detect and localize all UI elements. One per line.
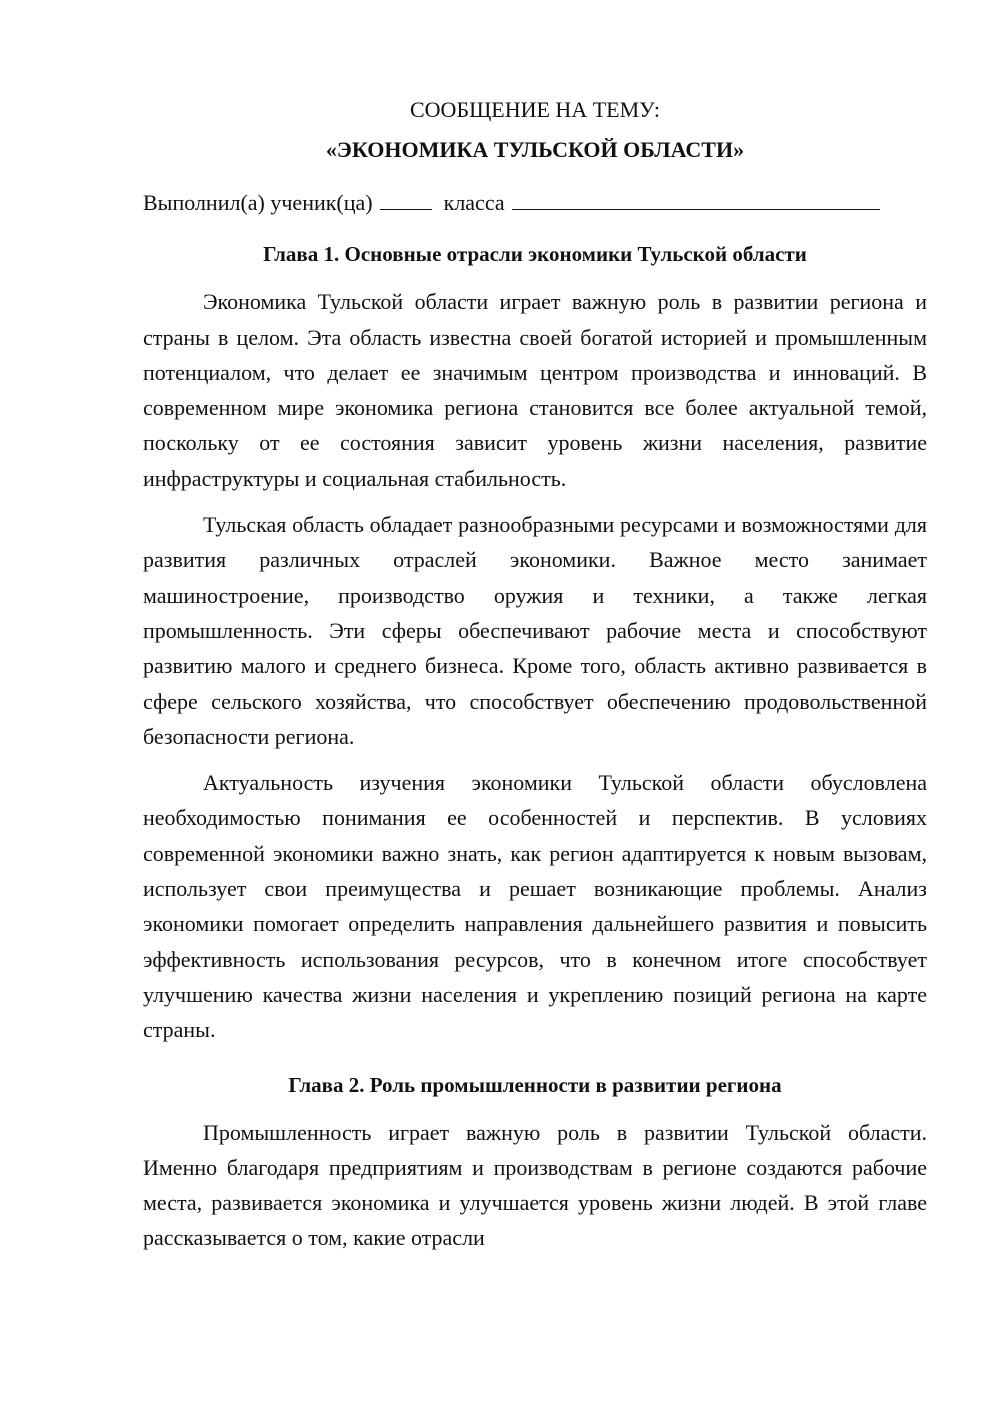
author-line bbox=[143, 185, 927, 220]
document-title-line2: «ЭКОНОМИКА ТУЛЬСКОЙ ОБЛАСТИ» bbox=[325, 137, 745, 162]
chapter1-paragraph-2: Тульская область обладает разнообразными ресурсами и возможностями для развития различных отраслей экономики. Важное место занимает машиностроение, производство оружия и техники, а также легкая промышленность. Эти сферы обеспечивают рабочие места и способствуют развитию малого и среднего бизнеса. Кроме того, область активно развивается в сфере сельского хозяйства, что способствует обеспечению продовольственной безопасности региона. bbox=[143, 512, 927, 749]
class-number-blank bbox=[380, 189, 432, 210]
document-title-line1: СООБЩЕНИЕ НА ТЕМУ: bbox=[410, 97, 660, 122]
student-name-blank bbox=[512, 189, 880, 210]
author-class-label: класса bbox=[443, 190, 505, 215]
chapter1-paragraph-1: Экономика Тульской области играет важную роль в развитии региона и страны в целом. Эта область известна своей богатой историей и промышленным потенциалом, что делает ее значимым центром производства и инноваций. В современном мире экономика региона становится все более актуальной темой, поскольку от ее состояния зависит уровень жизни населения, развитие инфраструктуры и социальная стабильность. bbox=[143, 289, 927, 491]
chapter2-paragraph-1: Промышленность играет важную роль в развитии Тульской области. Именно благодаря предприятиям и производствам в регионе создаются рабочие места, развивается экономика и улучшается уровень жизни людей. В этой главе рассказывается о том, какие отрасли bbox=[143, 1119, 927, 1251]
document-content bbox=[143, 92, 927, 1256]
chapter1-heading: Глава 1. Основные отрасли экономики Тульской области bbox=[263, 242, 807, 267]
author-prefix: Выполнил(а) ученик(ца) bbox=[143, 190, 373, 215]
chapter2-heading: Глава 2. Роль промышленности в развитии региона bbox=[288, 1072, 782, 1097]
chapter1-paragraph-3: Актуальность изучения экономики Тульской области обусловлена необходимостью понимания ее особенностей и перспектив. В условиях современной экономики важно знать, как регион адаптируется к новым вызовам, использует свои преимущества и решает возникающие проблемы. Анализ экономики помогает определить направления дальнейшего развития и повысить эффективность использования ресурсов, что в конечном итоге способствует улучшению качества жизни населения и укреплению позиций региона на карте страны. bbox=[143, 770, 927, 1043]
